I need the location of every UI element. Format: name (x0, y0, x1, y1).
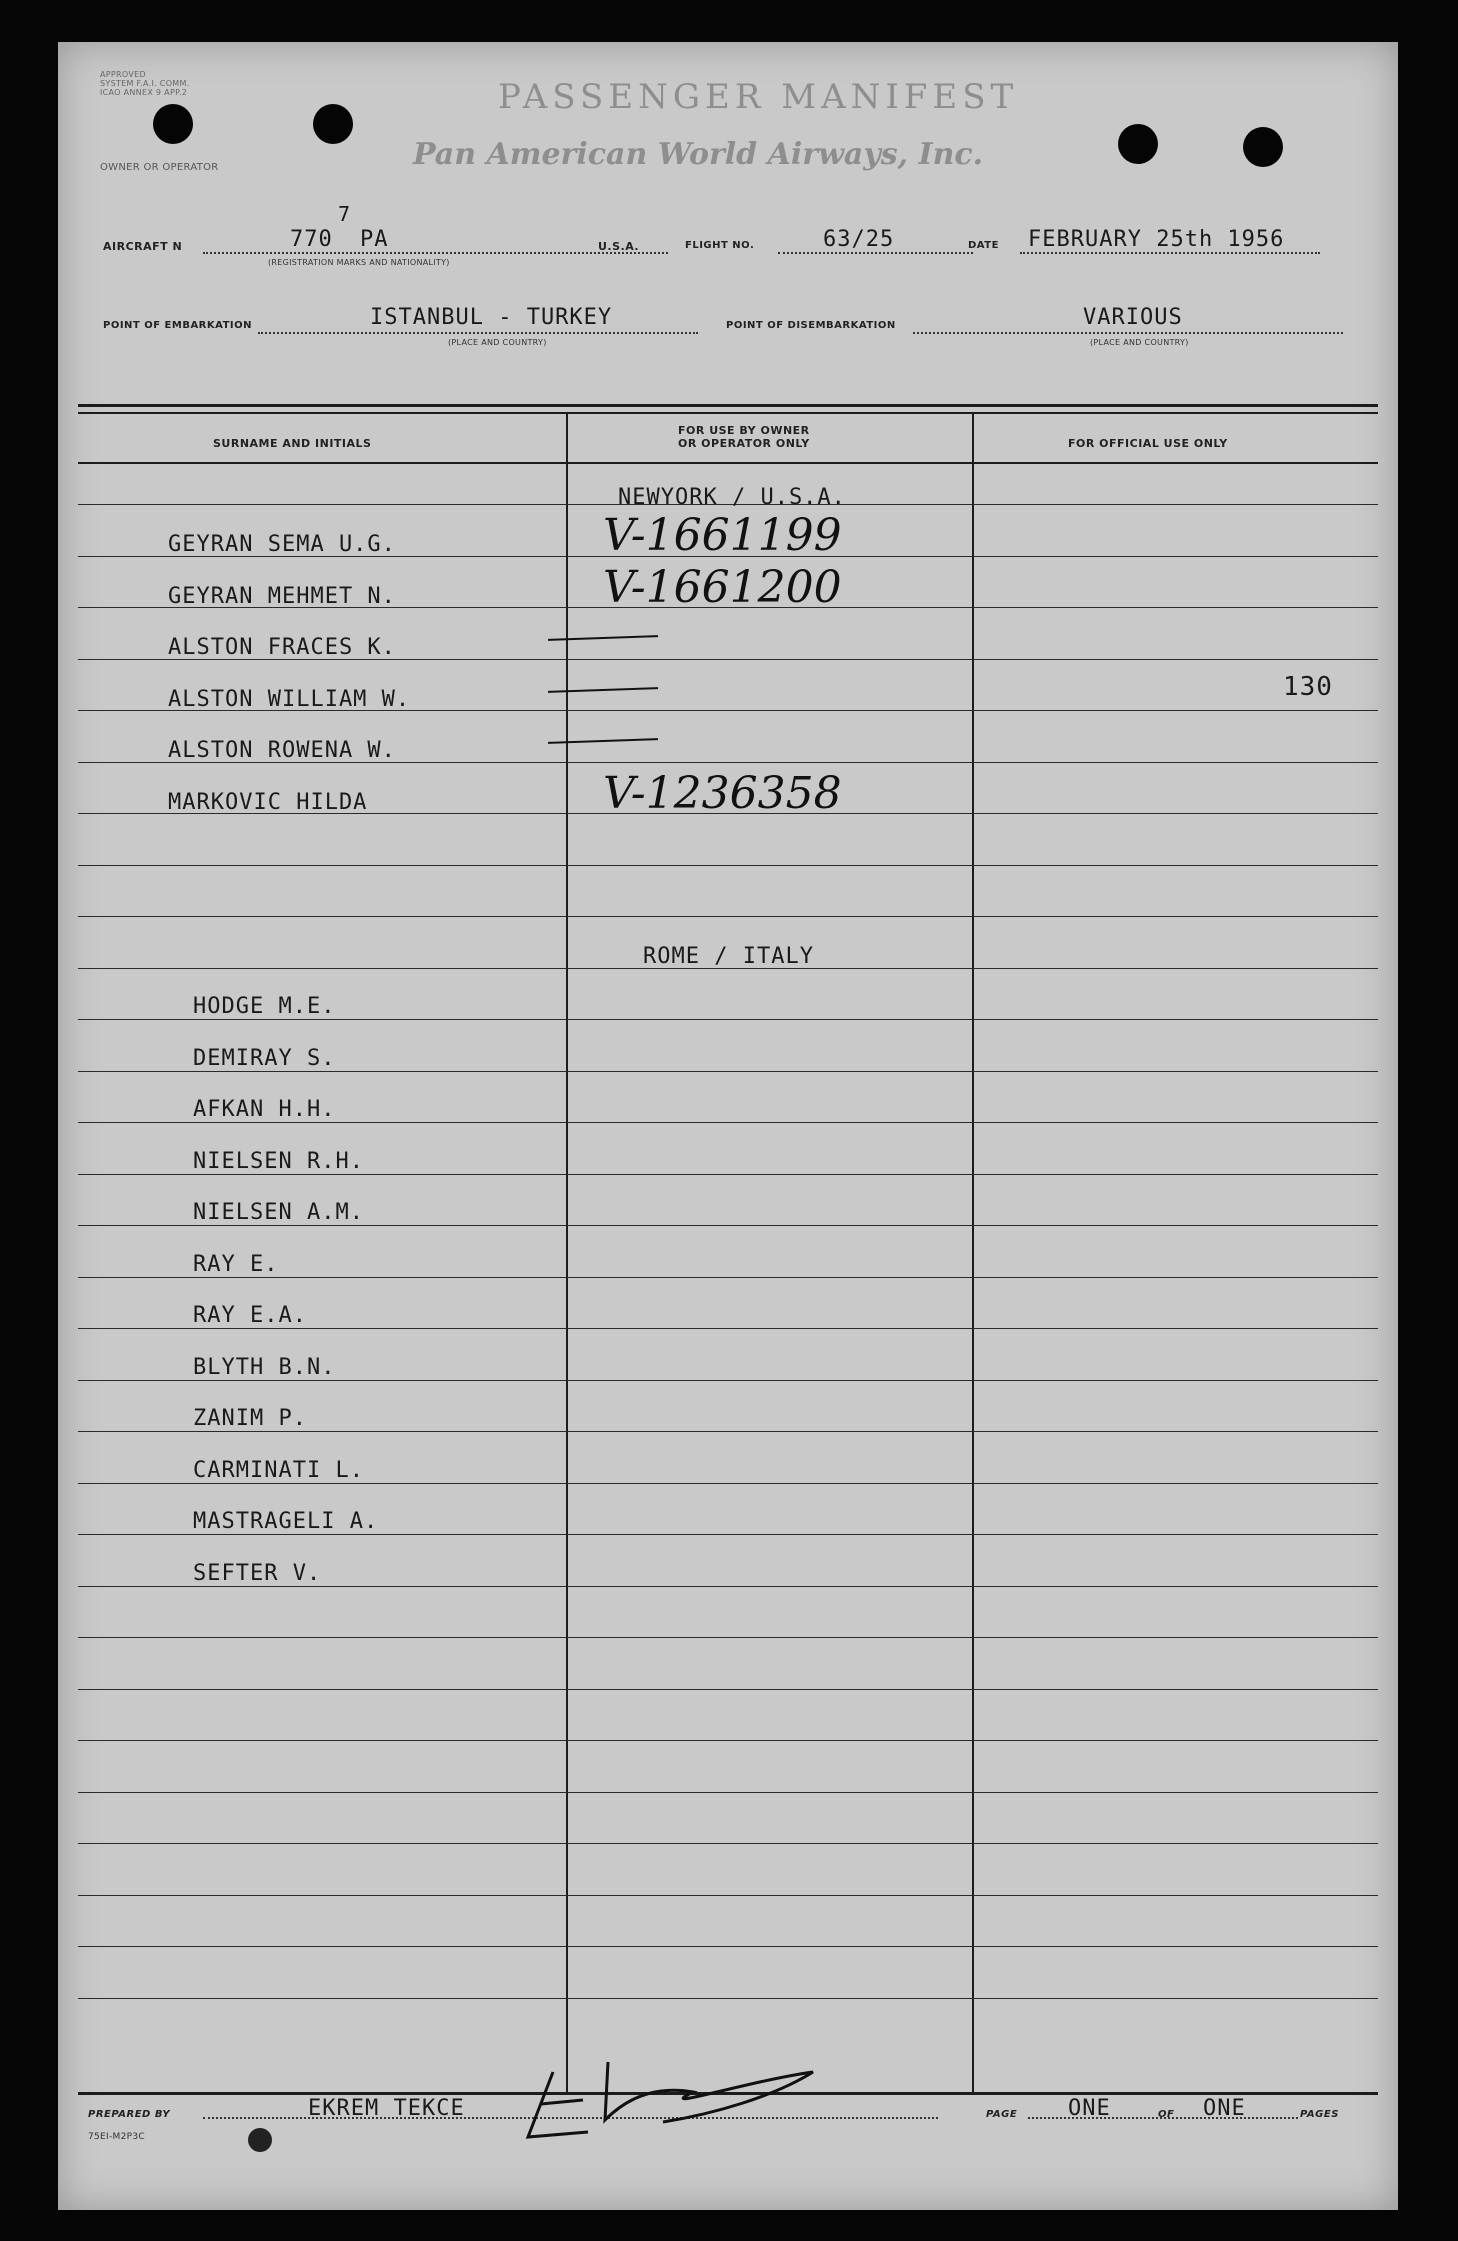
date-underline (1020, 252, 1320, 254)
embark-caption: (PLACE AND COUNTRY) (448, 338, 547, 347)
official-use-note: 130 (1283, 672, 1333, 702)
visa-number-handwritten: V-1661200 (603, 562, 842, 613)
form-number: 75EI-M2P3C (88, 2132, 145, 2142)
date-label: DATE (968, 240, 999, 251)
signature-icon (513, 2042, 933, 2152)
table-rule (78, 1792, 1378, 1793)
punch-hole (313, 104, 353, 144)
table-rule (78, 1483, 1378, 1484)
embark-underline (258, 332, 698, 334)
passenger-name: MASTRAGELI A. (193, 1509, 379, 1534)
ditto-mark (548, 635, 658, 641)
table-rule (78, 1380, 1378, 1381)
destination-newyork: NEWYORK / U.S.A. (618, 485, 846, 510)
passenger-name: NIELSEN A.M. (193, 1200, 364, 1225)
header-bottom-rule (78, 462, 1378, 464)
col-operator-header: FOR USE BY OWNER OR OPERATOR ONLY (678, 424, 810, 450)
aircraft-number: 770 (290, 227, 333, 252)
table-top-rule-2 (78, 412, 1378, 414)
stamp-circle-icon (248, 2128, 272, 2152)
flight-label: FLIGHT NO. (685, 240, 755, 251)
table-rule (78, 1534, 1378, 1535)
page-number: ONE (1068, 2096, 1111, 2121)
column-divider-2 (972, 412, 974, 2092)
passenger-name: DEMIRAY S. (193, 1046, 336, 1071)
punch-hole (1118, 124, 1158, 164)
approval-stamp: APPROVED SYSTEM F.A.I. COMM. ICAO ANNEX 9 APP.2 (100, 70, 190, 97)
flight-number: 63/25 (823, 227, 895, 252)
destination-rome: ROME / ITALY (643, 944, 814, 969)
disembark-underline (913, 332, 1343, 334)
table-rule (78, 1998, 1378, 1999)
table-top-rule (78, 404, 1378, 407)
flight-underline (778, 252, 973, 254)
passenger-name: GEYRAN SEMA U.G. (168, 532, 396, 557)
passenger-name: RAY E.A. (193, 1303, 307, 1328)
aircraft-superscript: 7 (338, 202, 352, 226)
pages-label: PAGES (1300, 2109, 1339, 2120)
table-rule (78, 1071, 1378, 1072)
aircraft-label: AIRCRAFT N (103, 240, 183, 253)
disembark-label: POINT OF DISEMBARKATION (726, 320, 896, 331)
usa-label: U.S.A. (598, 240, 640, 253)
table-rule (78, 1586, 1378, 1587)
passenger-name: SEFTER V. (193, 1561, 322, 1586)
disembark-value: VARIOUS (1083, 305, 1183, 330)
disembark-caption: (PLACE AND COUNTRY) (1090, 338, 1189, 347)
passenger-name: BLYTH B.N. (193, 1355, 336, 1380)
passenger-name: ALSTON ROWENA W. (168, 738, 396, 763)
flight-date: FEBRUARY 25th 1956 (1028, 227, 1285, 252)
embark-label: POINT OF EMBARKATION (103, 320, 253, 331)
visa-number-handwritten: V-1661199 (603, 510, 842, 561)
owner-label: OWNER OR OPERATOR (100, 162, 219, 173)
table-rule (78, 1895, 1378, 1896)
passenger-name: MARKOVIC HILDA (168, 790, 368, 815)
passenger-name: RAY E. (193, 1252, 279, 1277)
col-official-header: FOR OFFICIAL USE ONLY (1068, 437, 1228, 450)
column-divider-1 (566, 412, 568, 2092)
passenger-name: NIELSEN R.H. (193, 1149, 364, 1174)
manifest-title: PASSENGER MANIFEST (498, 77, 1019, 117)
table-rule (78, 1174, 1378, 1175)
passenger-name: GEYRAN MEHMET N. (168, 584, 396, 609)
passenger-name: AFKAN H.H. (193, 1097, 336, 1122)
visa-number-handwritten: V-1236358 (603, 768, 842, 819)
table-rule (78, 865, 1378, 866)
total-pages: ONE (1203, 2096, 1246, 2121)
table-rule (78, 1122, 1378, 1123)
punch-hole (1243, 127, 1283, 167)
passenger-name: CARMINATI L. (193, 1458, 364, 1483)
table-rule (78, 1431, 1378, 1432)
passenger-name: ZANIM P. (193, 1406, 307, 1431)
punch-hole (153, 104, 193, 144)
manifest-sheet (58, 42, 1398, 2210)
company-name: Pan American World Airways, Inc. (413, 137, 984, 172)
passenger-name: ALSTON WILLIAM W. (168, 687, 411, 712)
table-rule (78, 1689, 1378, 1690)
passenger-name: ALSTON FRACES K. (168, 635, 396, 660)
page-label: PAGE (986, 2109, 1018, 2120)
passenger-name: HODGE M.E. (193, 994, 336, 1019)
embark-value: ISTANBUL - TURKEY (370, 305, 613, 330)
ditto-mark (548, 738, 658, 744)
table-rule (78, 1740, 1378, 1741)
table-rule (78, 1946, 1378, 1947)
table-rule (78, 1328, 1378, 1329)
registration-caption: (REGISTRATION MARKS AND NATIONALITY) (268, 258, 450, 267)
ditto-mark (548, 687, 658, 693)
table-rule (78, 1225, 1378, 1226)
page-underline (1028, 2117, 1298, 2119)
of-label: OF (1158, 2109, 1175, 2120)
prepared-label: PREPARED BY (88, 2109, 171, 2120)
prepared-by: EKREM TEKCE (308, 2096, 465, 2121)
table-rule (78, 1019, 1378, 1020)
aircraft-suffix: PA (360, 227, 389, 252)
table-rule (78, 1637, 1378, 1638)
table-rule (78, 916, 1378, 917)
col-surname-header: SURNAME AND INITIALS (213, 437, 372, 450)
table-rule (78, 1843, 1378, 1844)
table-rule (78, 1277, 1378, 1278)
